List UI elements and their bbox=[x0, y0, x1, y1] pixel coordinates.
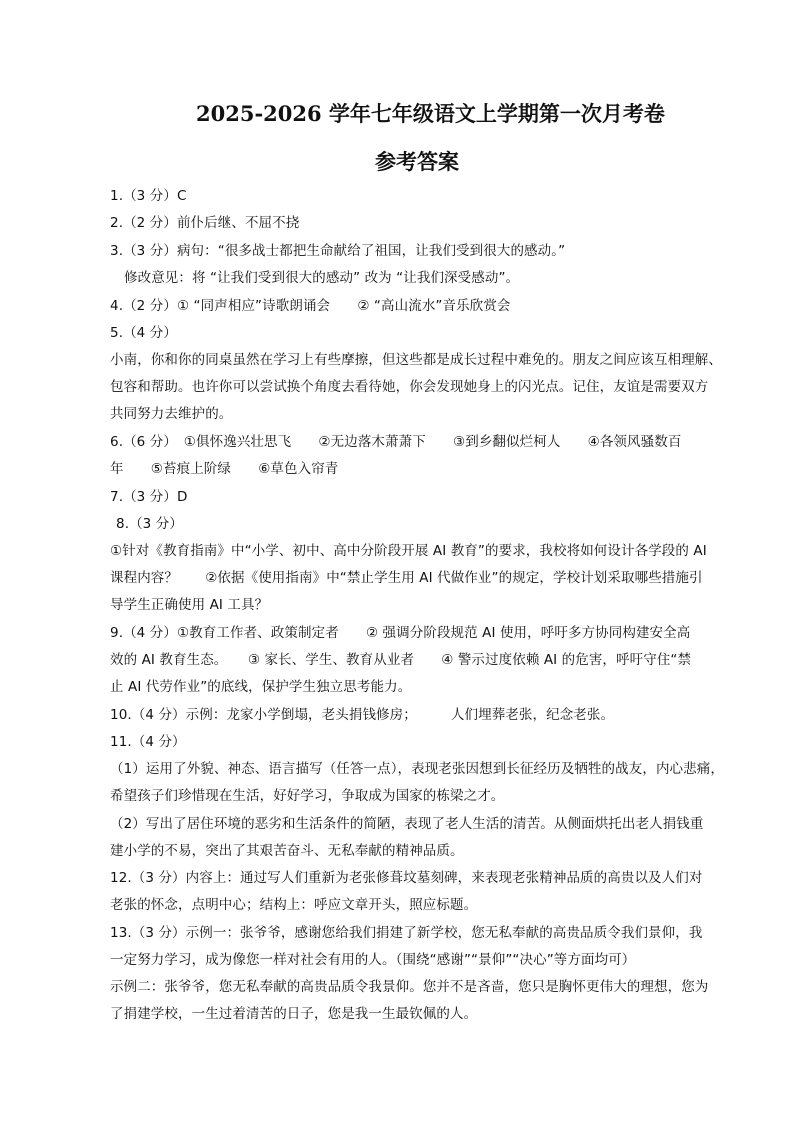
answer-line: 13.（3 分）示例一：张爷爷，感谢您给我们捐建了新学校，您无私奉献的高贵品质令我们景仰，我 bbox=[110, 925, 703, 941]
answer-line: 6.（6 分） ①俱怀逸兴壮思飞 ②无边落木萧萧下 ③到乡翻似烂柯人 ④各领风骚数百 bbox=[110, 434, 682, 450]
page-subtitle: 参考答案 bbox=[375, 149, 459, 174]
answer-line: 示例二：张爷爷，您无私奉献的高贵品质令我景仰。您并不是吝啬，您只是胸怀更伟大的理想，您为 bbox=[110, 979, 709, 995]
answer-line: 2.（2 分）前仆后继、不屈不挠 bbox=[110, 215, 300, 231]
answer-line: 12.（3 分）内容上：通过写人们重新为老张修葺坟墓刻碑，来表现老张精神品质的高贵以及人们对 bbox=[110, 870, 703, 886]
answer-line: 建小学的不易，突出了其艰苦奋斗、无私奉献的精神品质。 bbox=[110, 843, 464, 859]
answer-line: 小南，你和你的同桌虽然在学习上有些摩擦，但这些都是成长过程中难免的。朋友之间应该互相理解、 bbox=[110, 352, 722, 368]
answer-line: 7.（3 分）D bbox=[110, 489, 188, 505]
answer-line: 3.（3 分）病句：“很多战士都把生命献给了祖国，让我们受到很大的感动。” bbox=[110, 243, 566, 259]
answer-line: 止 AI 代劳作业”的底线，保护学生独立思考能力。 bbox=[110, 679, 412, 695]
answer-line: 导学生正确使用 AI 工具？ bbox=[110, 597, 269, 613]
answer-line: 年 ⑤苔痕上阶绿 ⑥草色入帘青 bbox=[110, 461, 339, 477]
answer-line: 希望孩子们珍惜现在生活，好好学习，争取成为国家的栋梁之才。 bbox=[110, 788, 505, 804]
answer-line: 老张的怀念，点明中心；结构上：呼应文章开头，照应标题。 bbox=[110, 897, 478, 913]
answer-line: （2）写出了居住环境的恶劣和生活条件的简陋，表现了老人生活的清苦。从侧面烘托出老人捐钱重 bbox=[110, 816, 704, 832]
answer-line: 8.（3 分） bbox=[116, 516, 183, 532]
answer-line: ①针对《教育指南》中“小学、初中、高中分阶段开展 AI 教育”的要求，我校将如何设计各学段的 AI bbox=[110, 543, 707, 559]
answer-line: 一定努力学习，成为像您一样对社会有用的人。（围绕“感谢”“景仰”“决心”等方面均可） bbox=[110, 952, 636, 968]
answer-line: 10.（4 分）示例：龙家小学倒塌，老头捐钱修房； 人们埋葬老张，纪念老张。 bbox=[110, 707, 615, 723]
answer-line: 4.（2 分）① “同声相应”诗歌朗诵会 ② “高山流水”音乐欣赏会 bbox=[110, 298, 511, 314]
answer-line: 效的 AI 教育生态。 ③ 家长、学生、教育从业者 ④ 警示过度依赖 AI 的危害，呼吁守住“禁 bbox=[110, 652, 692, 668]
answer-line: 了捐建学校，一生过着清苦的日子，您是我一生最钦佩的人。 bbox=[110, 1006, 478, 1022]
answer-line: 11.（4 分） bbox=[110, 734, 186, 750]
page-title: 2025-2026 学年七年级语文上学期第一次月考卷 bbox=[196, 101, 665, 126]
answer-line: 修改意见：将 “让我们受到很大的感动” 改为 “让我们深受感动”。 bbox=[124, 270, 520, 286]
answer-line: 共同努力去维护的。 bbox=[110, 406, 233, 422]
answer-line: 1.（3 分）C bbox=[110, 188, 187, 204]
answer-line: （1）运用了外貌、神态、语言描写（任答一点），表现老张因想到长征经历及牺牲的战友，内心悲痛， bbox=[110, 761, 724, 777]
answer-line: 5.（4 分） bbox=[110, 325, 177, 341]
answer-line: 课程内容？ ②依据《使用指南》中“禁止学生用 AI 代做作业”的规定，学校计划采取哪些措施引 bbox=[110, 570, 703, 586]
answer-line: 9.（4 分）①教育工作者、政策制定者 ② 强调分阶段规范 AI 使用，呼吁多方协同构建安全高 bbox=[110, 625, 691, 641]
answer-line: 包容和帮助。也许你可以尝试换个角度去看待她，你会发现她身上的闪光点。记住，友谊是需要双方 bbox=[110, 379, 709, 395]
